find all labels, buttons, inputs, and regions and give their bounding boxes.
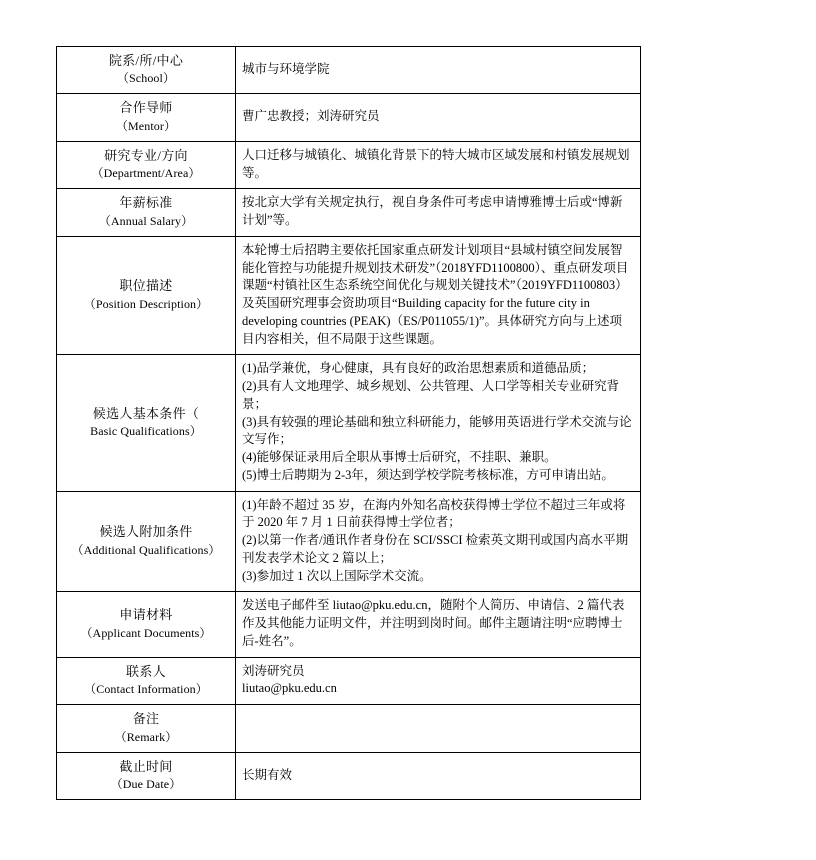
table-body bbox=[57, 47, 641, 800]
row-label-mentor bbox=[57, 94, 236, 141]
label-cn: 联系人 bbox=[126, 663, 166, 679]
row-value-school bbox=[236, 47, 641, 94]
table-row bbox=[57, 94, 641, 141]
row-label-applicant-documents bbox=[57, 592, 236, 657]
label-cn: 备注 bbox=[132, 711, 160, 727]
table-row bbox=[57, 752, 641, 799]
label-en: （Remark） bbox=[114, 729, 178, 744]
contact-email: liutao@pku.edu.cn bbox=[242, 681, 337, 696]
label-en: （Department/Area） bbox=[91, 166, 201, 181]
label-cn: 候选人基本条件（ bbox=[92, 405, 200, 421]
table-row bbox=[57, 141, 641, 189]
label-en: （Contact Information） bbox=[84, 682, 208, 697]
row-value-department-area bbox=[236, 141, 641, 189]
row-value-contact-information bbox=[236, 657, 641, 705]
value-line: 城市与环境学院 bbox=[242, 61, 330, 76]
row-label-additional-qualifications bbox=[57, 491, 236, 592]
label-en: （Due Date） bbox=[110, 777, 182, 792]
value-line: (4)能够保证录用后全职从事博士后研究，不挂职、兼职。 bbox=[242, 450, 557, 465]
value-line: 发送电子邮件至 liutao@pku.edu.cn，随附个人简历、申请信、2 篇代表作及其他能力证明文件，并注明到岗时间。邮件主题请注明“应聘博士后-姓名”。 bbox=[242, 598, 625, 648]
row-label-department-area bbox=[57, 141, 236, 189]
row-label-remark bbox=[57, 705, 236, 752]
table-row bbox=[57, 236, 641, 355]
label-en: （Applicant Documents） bbox=[80, 625, 212, 640]
row-label-annual-salary bbox=[57, 189, 236, 237]
value-line: (3)具有较强的理论基础和独立科研能力，能够用英语进行学术交流与论文写作； bbox=[242, 414, 632, 447]
value-line: 刘涛研究员 bbox=[242, 663, 305, 678]
row-value-applicant-documents bbox=[236, 592, 641, 657]
table-row bbox=[57, 491, 641, 592]
value-line: 按北京大学有关规定执行，视自身条件可考虑申请博雅博士后或“博新计划”等。 bbox=[242, 195, 623, 228]
table-row bbox=[57, 592, 641, 657]
label-en: （Mentor） bbox=[115, 118, 177, 133]
table-row bbox=[57, 705, 641, 752]
row-value-position-description bbox=[236, 236, 641, 355]
label-cn: 研究专业/方向 bbox=[104, 147, 188, 163]
value-line: (2)具有人文地理学、城乡规划、公共管理、人口学等相关专业研究背景； bbox=[242, 379, 620, 411]
value-line: 曹广忠教授；刘涛研究员 bbox=[242, 109, 380, 124]
label-en: Basic Qualifications） bbox=[90, 424, 202, 439]
row-label-school bbox=[57, 47, 236, 94]
row-value-additional-qualifications bbox=[236, 491, 641, 592]
recruitment-info-table bbox=[56, 46, 641, 800]
label-cn: 申请材料 bbox=[119, 607, 173, 623]
label-cn: 院系/所/中心 bbox=[108, 53, 184, 68]
value-line: (2)以第一作者/通讯作者身份在 SCI/SSCI 检索英文期刊或国内高水平期刊发表学术论文 2 篇以上； bbox=[242, 533, 629, 565]
value-line: (5)博士后聘期为 2-3年，须达到学校学院考核标准，方可申请出站。 bbox=[242, 467, 614, 482]
value-line: (3)参加过 1 次以上国际学术交流。 bbox=[242, 568, 432, 583]
label-en: （Additional Qualifications） bbox=[71, 542, 221, 557]
value-line: (1)年龄不超过 35 岁，在海内外知名高校获得博士学位不超过三年或将于 2020 年 7 月 1 日前获得博士学位者； bbox=[242, 497, 626, 530]
label-cn: 年薪标准 bbox=[119, 195, 173, 211]
label-en: （Position Description） bbox=[83, 296, 209, 311]
value-line: 人口迁移与城镇化、城镇化背景下的特大城市区域发展和村镇发展规划等。 bbox=[242, 147, 630, 180]
value-line: (1)品学兼优，身心健康，具有良好的政治思想素质和道德品质； bbox=[242, 361, 595, 376]
row-value-mentor bbox=[236, 94, 641, 141]
table-row bbox=[57, 657, 641, 705]
value-line bbox=[242, 719, 634, 737]
value-line: 本轮博士后招聘主要依托国家重点研发计划项目“县域村镇空间发展智能化管控与功能提升规划技术研发”（2018YFD1100800）、重点研发项目课题“村镇社区生态系统空间优化与规划关键技术”（2019YFD1100803）及英国研究理事会资助项目“Building capacity for the future city in developing countries (PEAK)（ES/P011055/1)”。具体研究方向与上述项目内容相关，但不局限于这些课题。 bbox=[242, 242, 629, 346]
label-cn: 合作导师 bbox=[119, 100, 173, 116]
table-row bbox=[57, 355, 641, 491]
label-en: （School） bbox=[116, 71, 176, 86]
row-label-position-description bbox=[57, 236, 236, 355]
label-cn: 候选人附加条件 bbox=[99, 524, 193, 540]
row-label-contact-information bbox=[57, 657, 236, 705]
row-value-basic-qualifications bbox=[236, 355, 641, 491]
value-line: 长期有效 bbox=[242, 767, 293, 782]
row-label-basic-qualifications bbox=[57, 355, 236, 491]
label-cn: 职位描述 bbox=[119, 278, 173, 294]
row-label-due-date bbox=[57, 752, 236, 799]
label-cn: 截止时间 bbox=[119, 758, 173, 774]
label-en: （Annual Salary） bbox=[98, 213, 194, 228]
table-row bbox=[57, 189, 641, 237]
row-value-annual-salary bbox=[236, 189, 641, 237]
table-row bbox=[57, 47, 641, 94]
row-value-remark bbox=[236, 705, 641, 752]
row-value-due-date bbox=[236, 752, 641, 799]
